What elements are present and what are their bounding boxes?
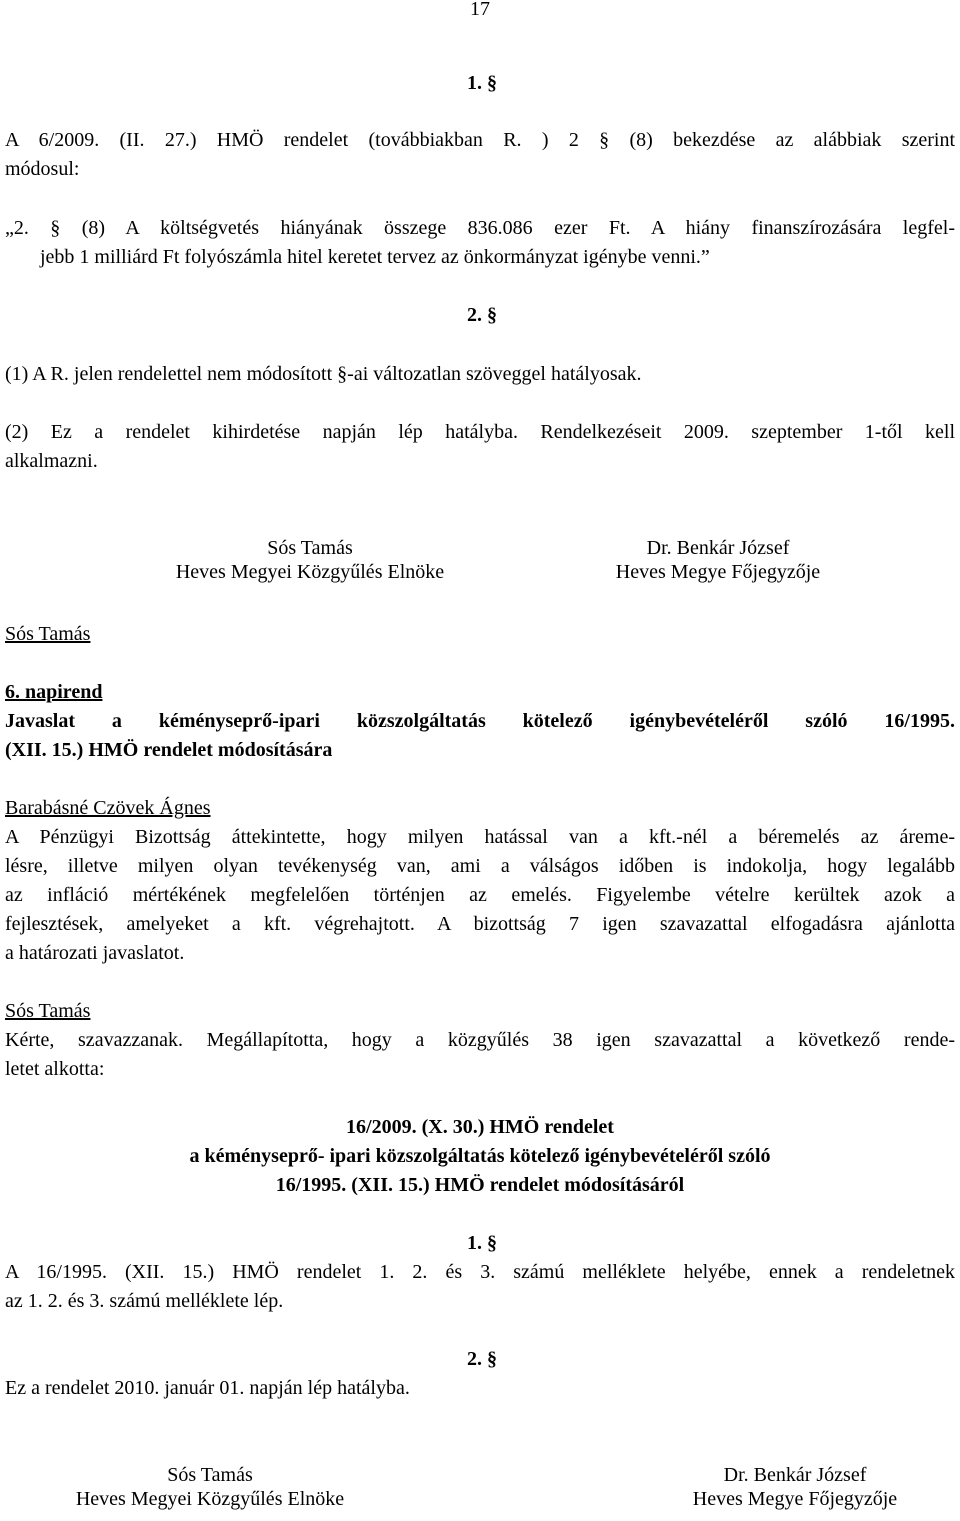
decree-section-2-heading: 2. § — [467, 1348, 497, 1370]
agenda-number: 6. napirend — [5, 681, 103, 703]
agenda-title-line-1: Javaslat a kéményseprő-ipari közszolgáltatás kötelező igénybevételéről szóló 16/1995. — [5, 710, 955, 732]
speech-line: az infláció mértékének megfelelően történjen az emelés. Figyelembe vételre kerültek azok a — [5, 884, 955, 906]
signer-title: Heves Megye Főjegyzője — [692, 1488, 898, 1510]
intro-line-2: módosul: — [5, 158, 80, 180]
speech-line: lésre, illetve milyen olyan tevékenység van, ami a válságos időben is indokolja, hogy legalább — [5, 855, 955, 877]
quote-line-1: „2. § (8) A költségvetés hiányának összege 836.086 ezer Ft. A hiány finanszírozására legfel- — [5, 217, 955, 239]
page-number: 17 — [470, 0, 490, 20]
speech-line: a határozati javaslatot. — [5, 942, 185, 964]
intro-line-1: A 6/2009. (II. 27.) HMÖ rendelet (továbbiakban R. ) 2 § (8) bekezdése az alábbiak szerint — [5, 129, 955, 151]
decree-title-line-2: a kéményseprő- ipari közszolgáltatás kötelező igénybevételéről szóló — [189, 1145, 771, 1167]
speech-line: Kérte, szavazzanak. Megállapította, hogy a közgyűlés 38 igen szavazattal a következő rende- — [5, 1029, 955, 1051]
decree-section-2-text: Ez a rendelet 2010. január 01. napján lép hatályba. — [5, 1377, 410, 1399]
agenda-title-line-2: (XII. 15.) HMÖ rendelet módosítására — [5, 739, 333, 761]
signature-1-right — [558, 536, 878, 584]
decree-section-1-line-2: az 1. 2. és 3. számú melléklete lép. — [5, 1290, 284, 1312]
signer-title: Heves Megyei Közgyűlés Elnöke — [175, 561, 445, 583]
decree-title-line-1: 16/2009. (X. 30.) HMÖ rendelet — [346, 1116, 614, 1138]
decree-title-line-3: 16/1995. (XII. 15.) HMÖ rendelet módosításáról — [275, 1174, 685, 1196]
decree-section-1-heading: 1. § — [467, 1232, 497, 1254]
section-1-heading: 1. § — [467, 72, 497, 94]
signer-name: Sós Tamás — [167, 1464, 253, 1486]
signature-2-right — [645, 1463, 945, 1511]
section-2-para-1: (1) A R. jelen rendelettel nem módosított §-ai változatlan szöveggel hatályosak. — [5, 363, 642, 385]
section-2-para-2-line-1: (2) Ez a rendelet kihirdetése napján lép hatályba. Rendelkezéseit 2009. szeptember 1-től kell — [5, 421, 955, 443]
signer-name: Dr. Benkár József — [646, 537, 790, 559]
speaker-name: Sós Tamás — [5, 1000, 91, 1022]
signer-name: Dr. Benkár József — [723, 1464, 867, 1486]
signature-2-left — [20, 1463, 400, 1511]
quote-line-2: jebb 1 milliárd Ft folyószámla hitel keretet tervez az önkormányzat igénybe venni.” — [40, 246, 710, 268]
speech-line: A Pénzügyi Bizottság áttekintette, hogy milyen hatással van a kft.-nél a béremelés az áreme- — [5, 826, 955, 848]
signer-title: Heves Megye Főjegyzője — [615, 561, 821, 583]
section-2-heading: 2. § — [467, 304, 497, 326]
speech-line: letet alkotta: — [5, 1058, 105, 1080]
speech-line: fejlesztések, amelyeket a kft. végrehajtott. A bizottság 7 igen szavazattal elfogadásra ajánlotta — [5, 913, 955, 935]
signature-1-left — [110, 536, 510, 584]
section-2-para-2-line-2: alkalmazni. — [5, 450, 98, 472]
decree-section-1-line-1: A 16/1995. (XII. 15.) HMÖ rendelet 1. 2. és 3. számú melléklete helyébe, ennek a rendeletnek — [5, 1261, 955, 1283]
signer-name: Sós Tamás — [267, 537, 353, 559]
speaker-name: Barabásné Czövek Ágnes — [5, 797, 211, 819]
speaker-name: Sós Tamás — [5, 623, 91, 645]
signer-title: Heves Megyei Közgyűlés Elnöke — [75, 1488, 345, 1510]
